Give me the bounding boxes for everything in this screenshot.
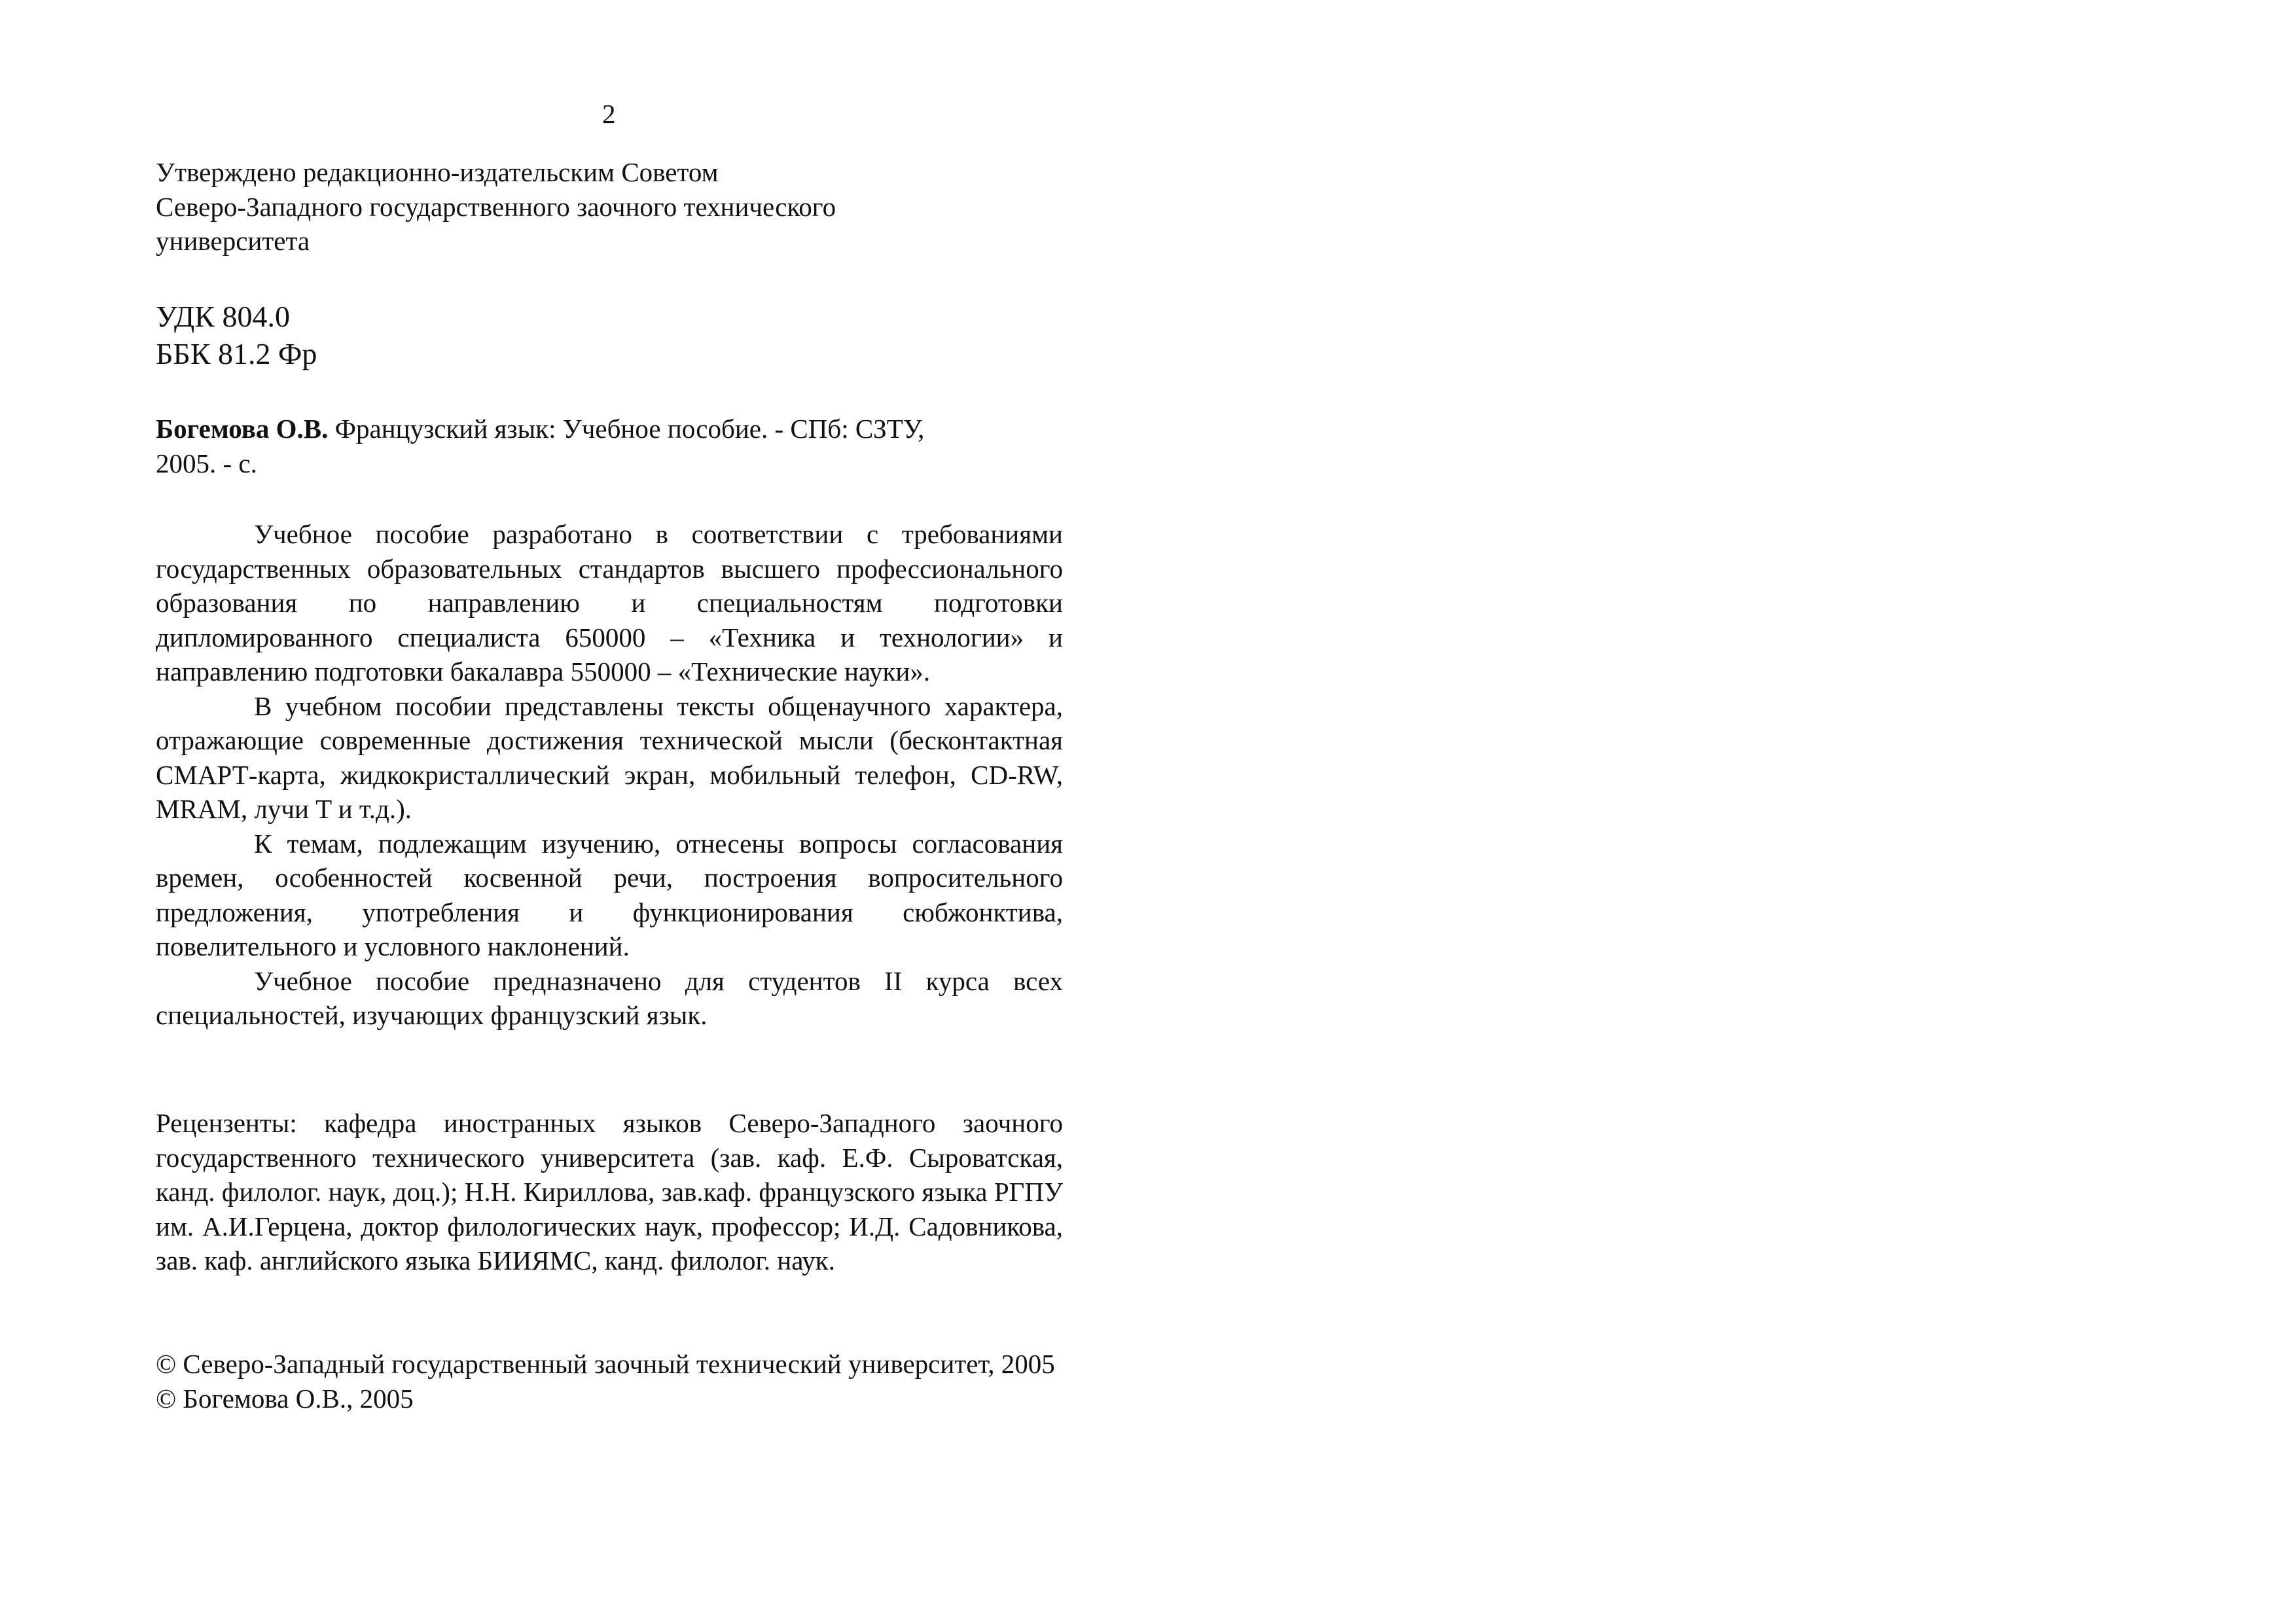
bibliographic-record [156,412,1063,480]
abstract-paragraph: В учебном пособии представлены тексты общенаучного характера, отражающие современные достижения технической мысли (бесконтактная СМАРТ-карта, жидкокристаллический экран, мобильный телефон, CD-RW, MRAM, лучи T и т.д.). [156,690,1063,824]
abstract-paragraph: Учебное пособие разработано в соответствии с требованиями государственных образовательных стандартов высшего профессионального образования по направлению и специальностям подготовки дипломированного специалиста 650000 – «Техника и технологии» и направлению подготовки бакалавра 550000 – «Технические науки». [156,519,1063,687]
approval-line: университета [156,226,310,256]
bibliographic-first-line [156,412,1063,446]
page-number: 2 [602,99,616,129]
udk-code: УДК 804.0 [156,300,290,333]
reviewers-note: Рецензенты: кафедра иностранных языков Северо-Западного заочного государственного технического университета (зав. каф. Е.Ф. Сыроватская, канд. филолог. наук, доц.); Н.Н. Кириллова, зав.каф. французского языка РГПУ им. А.И.Герцена, доктор филологических наук, профессор; И.Д. Садовникова, зав. каф. английского языка БИИЯМС, канд. филолог. наук. [156,1108,1063,1275]
abstract [156,517,1063,1033]
book-title: Французский язык: Учебное пособие. - СПб: СЗТУ, [328,414,925,444]
copyright-author: © Богемова О.В., 2005 [156,1383,414,1414]
classification-codes [156,298,1063,372]
abstract-paragraph: К темам, подлежащим изучению, отнесены вопросы согласования времен, особенностей косвенной речи, построения вопросительного предложения, употребления и функционирования сюбжонктива, повелительного и условного наклонений. [156,828,1063,961]
bibliographic-second-line: 2005. - с. [156,448,257,478]
copyright-section [156,1347,1063,1416]
bbk-code: ББК 81.2 Фр [156,337,317,370]
approval-line: Северо-Западного государственного заочного технического [156,191,836,222]
author-name: Богемова О.В. [156,414,329,444]
approval-note [156,155,1063,259]
copyright-university: © Северо-Западный государственный заочный технический университет, 2005 [156,1349,1055,1379]
approval-line: Утверждено редакционно-издательским Советом [156,157,719,187]
abstract-paragraph: Учебное пособие предназначено для студентов II курса всех специальностей, изучающих французский язык. [156,965,1063,1030]
